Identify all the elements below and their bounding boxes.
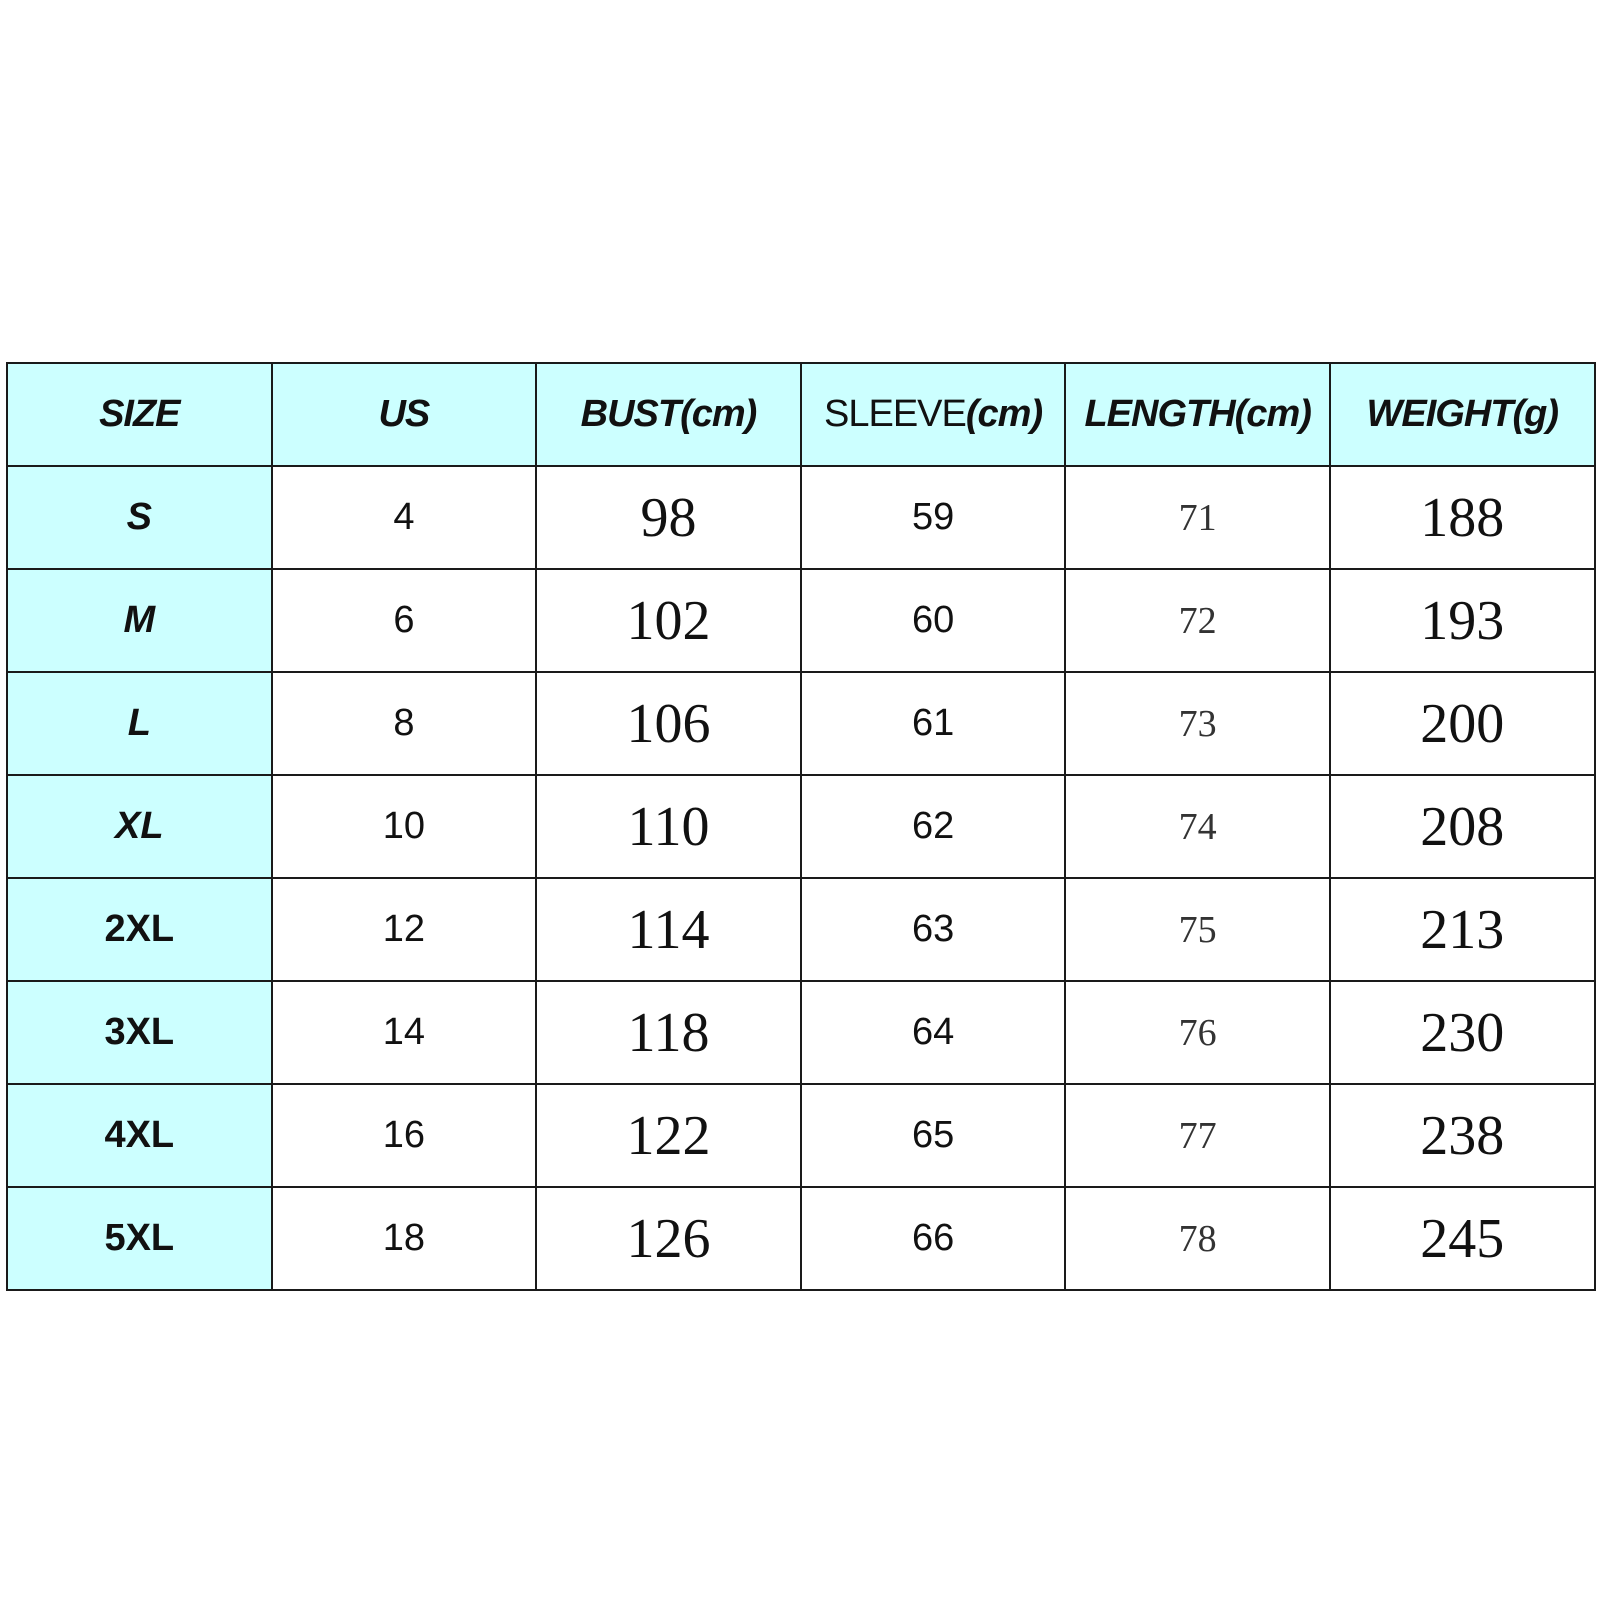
- table-row: [7, 878, 1595, 981]
- length-cell: 72: [1065, 569, 1330, 672]
- size-cell: 3XL: [7, 981, 272, 1084]
- sleeve-cell: 59: [801, 466, 1066, 569]
- weight-cell: 238: [1330, 1084, 1595, 1187]
- header-bust: BUST(cm): [536, 363, 801, 466]
- size-cell: M: [7, 569, 272, 672]
- size-cell: L: [7, 672, 272, 775]
- header-row: [7, 363, 1595, 466]
- sleeve-cell: 60: [801, 569, 1066, 672]
- sleeve-cell: 65: [801, 1084, 1066, 1187]
- header-sleeve-word: SLEEVE: [824, 393, 966, 435]
- us-cell: 14: [272, 981, 537, 1084]
- weight-cell: 230: [1330, 981, 1595, 1084]
- bust-cell: 114: [536, 878, 801, 981]
- size-cell: S: [7, 466, 272, 569]
- header-sleeve-unit: (cm): [965, 393, 1043, 435]
- bust-cell: 122: [536, 1084, 801, 1187]
- weight-cell: 213: [1330, 878, 1595, 981]
- sleeve-cell: 64: [801, 981, 1066, 1084]
- size-chart-table: [6, 362, 1596, 1291]
- bust-cell: 118: [536, 981, 801, 1084]
- weight-cell: 245: [1330, 1187, 1595, 1290]
- length-cell: 71: [1065, 466, 1330, 569]
- header-size: SIZE: [7, 363, 272, 466]
- table-row: [7, 1084, 1595, 1187]
- size-cell: 4XL: [7, 1084, 272, 1187]
- header-length: LENGTH(cm): [1065, 363, 1330, 466]
- bust-cell: 126: [536, 1187, 801, 1290]
- us-cell: 18: [272, 1187, 537, 1290]
- size-cell: 5XL: [7, 1187, 272, 1290]
- sleeve-cell: 66: [801, 1187, 1066, 1290]
- us-cell: 8: [272, 672, 537, 775]
- length-cell: 75: [1065, 878, 1330, 981]
- us-cell: 12: [272, 878, 537, 981]
- table-row: [7, 775, 1595, 878]
- table-row: [7, 981, 1595, 1084]
- size-cell: 2XL: [7, 878, 272, 981]
- length-cell: 77: [1065, 1084, 1330, 1187]
- table-body: [7, 466, 1595, 1290]
- weight-cell: 193: [1330, 569, 1595, 672]
- bust-cell: 98: [536, 466, 801, 569]
- us-cell: 10: [272, 775, 537, 878]
- bust-cell: 102: [536, 569, 801, 672]
- us-cell: 6: [272, 569, 537, 672]
- us-cell: 4: [272, 466, 537, 569]
- table-header: [7, 363, 1595, 466]
- bust-cell: 110: [536, 775, 801, 878]
- table-row: [7, 466, 1595, 569]
- weight-cell: 208: [1330, 775, 1595, 878]
- size-cell: XL: [7, 775, 272, 878]
- length-cell: 76: [1065, 981, 1330, 1084]
- table-row: [7, 569, 1595, 672]
- length-cell: 74: [1065, 775, 1330, 878]
- sleeve-cell: 62: [801, 775, 1066, 878]
- header-sleeve: [801, 363, 1066, 466]
- bust-cell: 106: [536, 672, 801, 775]
- length-cell: 78: [1065, 1187, 1330, 1290]
- table-row: [7, 672, 1595, 775]
- us-cell: 16: [272, 1084, 537, 1187]
- length-cell: 73: [1065, 672, 1330, 775]
- table-row: [7, 1187, 1595, 1290]
- header-weight: WEIGHT(g): [1330, 363, 1595, 466]
- weight-cell: 188: [1330, 466, 1595, 569]
- sleeve-cell: 61: [801, 672, 1066, 775]
- weight-cell: 200: [1330, 672, 1595, 775]
- sleeve-cell: 63: [801, 878, 1066, 981]
- header-us: US: [272, 363, 537, 466]
